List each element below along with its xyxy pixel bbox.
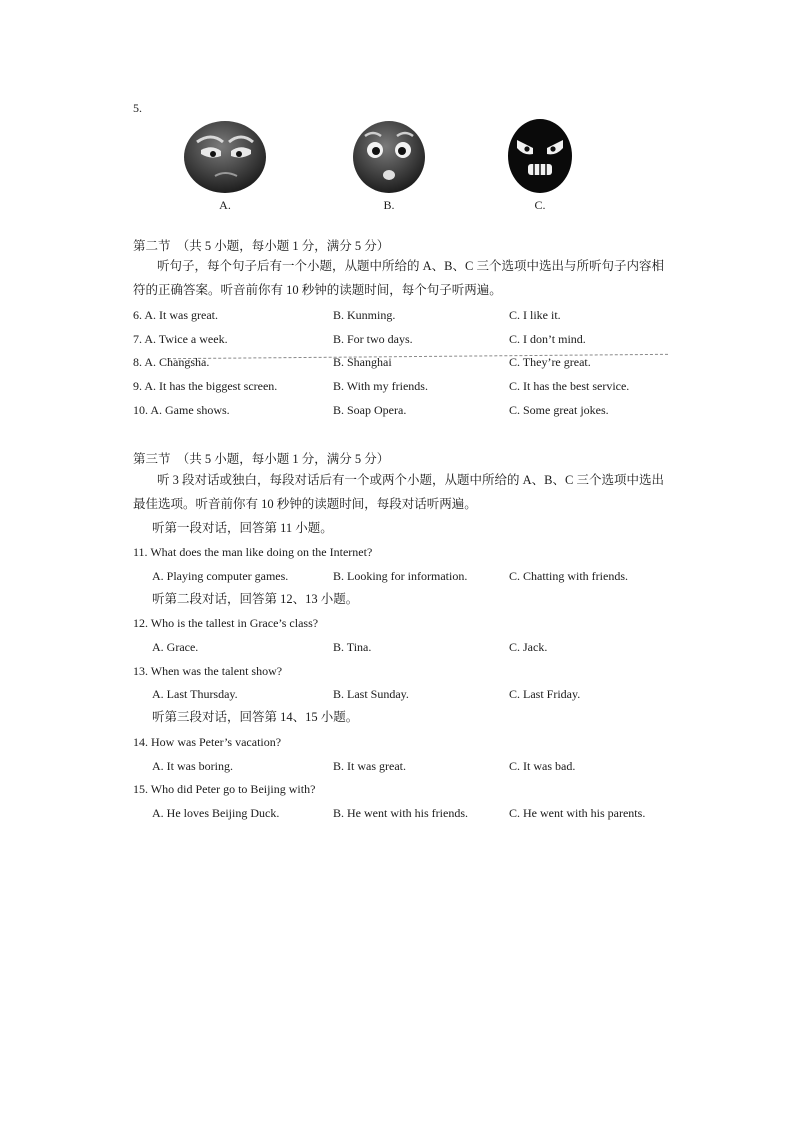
option-b: B. Soap Opera.: [333, 403, 407, 417]
section-3-instruction-line-1: 听 3 段对话或独白，每段对话后有一个或两个小题，从题中所给的 A、B、C 三个选项中选出: [157, 473, 664, 487]
section-3-instruction-line-2: 最佳选项。听音前你有 10 秒钟的读题时间，每段对话听两遍。: [133, 497, 477, 511]
option-a-label: A.: [219, 198, 231, 212]
option-c: C. I like it.: [509, 308, 561, 322]
option-c: C. They’re great.: [509, 355, 591, 369]
option-c: C. Some great jokes.: [509, 403, 609, 417]
option-a: A. Grace.: [152, 640, 199, 654]
option-a: A. Playing computer games.: [152, 569, 289, 583]
option-b: B. For two days.: [333, 332, 413, 346]
question-row-6: [133, 308, 693, 328]
option-c-label: C.: [534, 198, 546, 212]
dialogue-2-prompt: 听第二段对话，回答第 12、13 小题。: [152, 592, 359, 606]
surprised-face-icon: [351, 120, 427, 198]
option-b: B. Tina.: [333, 640, 372, 654]
option-b: B. It was great.: [333, 759, 406, 773]
section-3-heading: 第三节 （共 5 小题，每小题 1 分，满分 5 分）: [133, 452, 390, 466]
question-11-stem: 11. What does the man like doing on the Internet?: [133, 545, 373, 559]
option-a: A. Last Thursday.: [152, 687, 238, 701]
question-row-9: [133, 379, 693, 399]
option-c: C. It was bad.: [509, 759, 576, 773]
option-c: C. Last Friday.: [509, 687, 581, 701]
dialogue-1-prompt: 听第一段对话，回答第 11 小题。: [152, 521, 333, 535]
option-a: 8. A. Changsha.: [133, 355, 210, 369]
question-15-stem: 15. Who did Peter go to Beijing with?: [133, 782, 316, 796]
option-b: B. Looking for information.: [333, 569, 468, 583]
question-row-11: [152, 569, 692, 589]
question-13-stem: 13. When was the talent show?: [133, 664, 283, 678]
question-number: 5.: [133, 101, 142, 115]
option-a: 6. A. It was great.: [133, 308, 218, 322]
option-c: C. He went with his parents.: [509, 806, 646, 820]
question-row-14: [152, 759, 692, 779]
question-12-stem: 12. Who is the tallest in Grace’s class?: [133, 616, 319, 630]
question-row-8: [133, 355, 693, 375]
option-c: C. It has the best service.: [509, 379, 630, 393]
angry-face-icon: [507, 118, 573, 198]
option-c: C. Chatting with friends.: [509, 569, 628, 583]
question-row-10: [133, 403, 693, 423]
question-row-15: [152, 806, 692, 826]
option-a: 10. A. Game shows.: [133, 403, 230, 417]
section-2-instruction-line-1: 听句子，每个句子后有一个小题，从题中所给的 A、B、C 三个选项中选出与所听句子内容相: [157, 259, 664, 273]
option-b-label: B.: [383, 198, 395, 212]
option-a: 9. A. It has the biggest screen.: [133, 379, 278, 393]
option-c: C. I don’t mind.: [509, 332, 586, 346]
section-2-instruction-line-2: 符的正确答案。听音前你有 10 秒钟的读题时间，每个句子听两遍。: [133, 283, 502, 297]
question-row-12: [152, 640, 692, 660]
option-b: B. Shanghai: [333, 355, 392, 369]
option-c: C. Jack.: [509, 640, 548, 654]
section-2-heading: 第二节 （共 5 小题，每小题 1 分，满分 5 分）: [133, 239, 390, 253]
dialogue-3-prompt: 听第三段对话，回答第 14、15 小题。: [152, 710, 359, 724]
option-b: B. Last Sunday.: [333, 687, 409, 701]
question-14-stem: 14. How was Peter’s vacation?: [133, 735, 282, 749]
option-a: A. He loves Beijing Duck.: [152, 806, 280, 820]
option-b: B. With my friends.: [333, 379, 428, 393]
option-b: B. He went with his friends.: [333, 806, 468, 820]
question-row-7: [133, 332, 693, 352]
question-row-13: [152, 687, 692, 707]
option-a: A. It was boring.: [152, 759, 233, 773]
option-b: B. Kunming.: [333, 308, 396, 322]
worried-face-icon: [183, 120, 267, 198]
option-a: 7. A. Twice a week.: [133, 332, 228, 346]
